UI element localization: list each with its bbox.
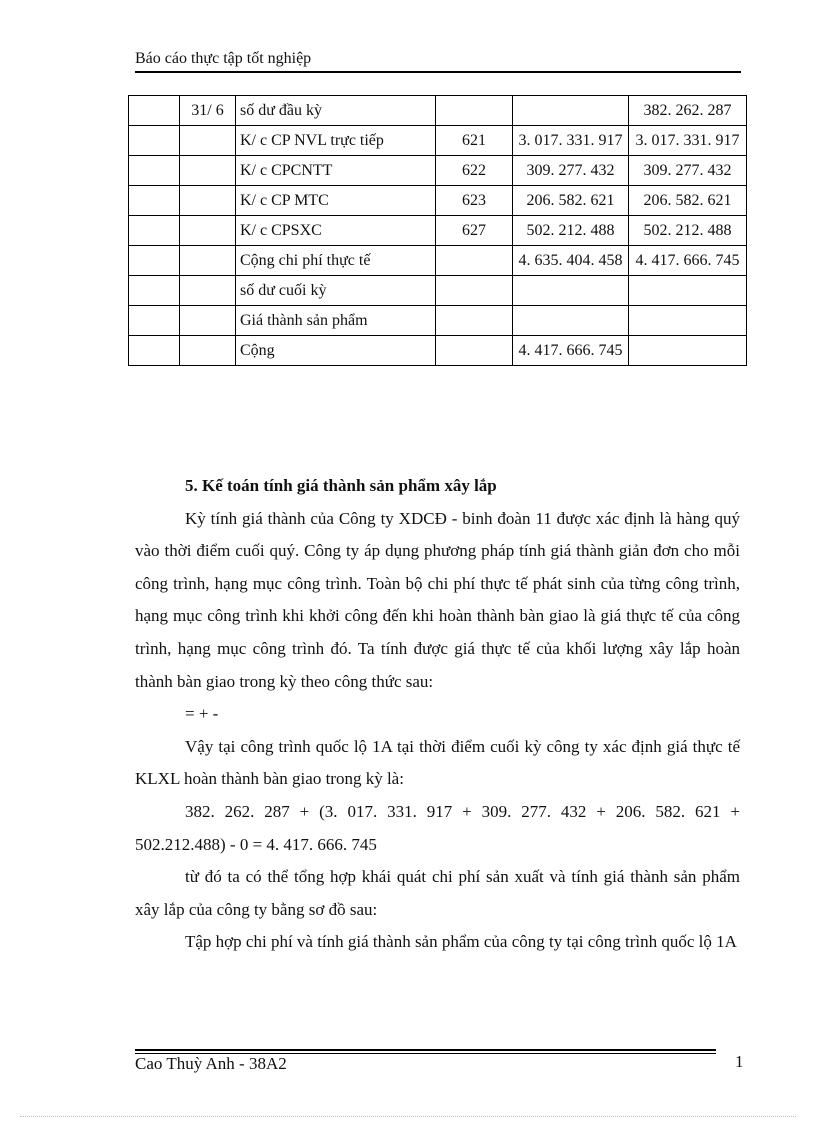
table-cell-blank xyxy=(129,276,180,306)
table-cell-blank xyxy=(129,216,180,246)
table-cell-acct xyxy=(436,246,513,276)
table-row xyxy=(129,306,747,336)
table-cell-credit: 206. 582. 621 xyxy=(629,186,747,216)
footer-divider xyxy=(135,1049,716,1051)
table-cell-acct: 621 xyxy=(436,126,513,156)
table-cell-blank xyxy=(129,306,180,336)
table-cell-credit: 3. 017. 331. 917 xyxy=(629,126,747,156)
table-cell-desc: K/ c CP NVL trực tiếp xyxy=(236,126,436,156)
table-cell-desc: số dư cuối kỳ xyxy=(236,276,436,306)
table-cell-blank xyxy=(129,336,180,366)
table-cell-blank xyxy=(129,156,180,186)
table-cell-acct: 627 xyxy=(436,216,513,246)
header-divider xyxy=(135,71,741,73)
table-cell-debit xyxy=(513,306,629,336)
table-row xyxy=(129,246,747,276)
table-cell-date xyxy=(180,276,236,306)
table-cell-date xyxy=(180,246,236,276)
table-cell-acct xyxy=(436,306,513,336)
table-cell-credit xyxy=(629,306,747,336)
table-cell-date: 31/ 6 xyxy=(180,96,236,126)
table-cell-acct xyxy=(436,96,513,126)
table-cell-desc: Giá thành sản phẩm xyxy=(236,306,436,336)
table-cell-debit: 309. 277. 432 xyxy=(513,156,629,186)
table-cell-desc: K/ c CPSXC xyxy=(236,216,436,246)
table-cell-credit xyxy=(629,336,747,366)
table-cell-debit: 4. 635. 404. 458 xyxy=(513,246,629,276)
table-cell-blank xyxy=(129,246,180,276)
ledger-table xyxy=(128,95,747,366)
table-cell-debit: 206. 582. 621 xyxy=(513,186,629,216)
table-cell-credit xyxy=(629,276,747,306)
footer-author: Cao Thuỳ Anh - 38A2 xyxy=(135,1054,287,1073)
table-cell-debit: 4. 417. 666. 745 xyxy=(513,336,629,366)
calculation: 382. 262. 287 + (3. 017. 331. 917 + 309. 277. 432 + 206. 582. 621 + 502.212.488) - 0 = 4. 417. 666. 745 xyxy=(135,801,740,854)
table-cell-blank xyxy=(129,96,180,126)
paragraph: Kỳ tính giá thành của Công ty XDCĐ - binh đoàn 11 được xác định là hàng quý vào thời điểm cuối quý. Công ty áp dụng phương pháp tính giá thành giản đơn cho mỗi công trình, hạng mục công trình. Toàn bộ chi phí thực tế phát sinh của từng công trình, hạng mục công trình khi khởi công đến khi hoàn thành bàn giao là giá thực tế của công trình, hạng mục công trình đó. Ta tính được giá thực tế của khối lượng xây lắp hoàn thành bàn giao trong kỳ theo công thức sau: xyxy=(135,508,740,691)
table-cell-date xyxy=(180,156,236,186)
table-row xyxy=(129,126,747,156)
table-row xyxy=(129,216,747,246)
table-cell-credit: 4. 417. 666. 745 xyxy=(629,246,747,276)
page-edge xyxy=(20,1116,796,1117)
table-cell-date xyxy=(180,126,236,156)
paragraph: Vậy tại công trình quốc lộ 1A tại thời điểm cuối kỳ công ty xác định giá thực tế KLXL hoàn thành bàn giao trong kỳ là: xyxy=(135,736,740,789)
table-row xyxy=(129,96,747,126)
table-row xyxy=(129,156,747,186)
table-cell-desc: Cộng chi phí thực tế xyxy=(236,246,436,276)
table-cell-debit xyxy=(513,96,629,126)
table-cell-date xyxy=(180,216,236,246)
paragraph: Tập hợp chi phí và tính giá thành sản phẩm của công ty tại công trình quốc lộ 1A xyxy=(185,932,737,952)
table-cell-credit: 502. 212. 488 xyxy=(629,216,747,246)
table-cell-acct: 623 xyxy=(436,186,513,216)
table-cell-desc: K/ c CPCNTT xyxy=(236,156,436,186)
table-cell-desc: K/ c CP MTC xyxy=(236,186,436,216)
paragraph: từ đó ta có thể tổng hợp khái quát chi phí sản xuất và tính giá thành sản phẩm xây lắp của công ty bằng sơ đồ sau: xyxy=(135,867,740,919)
table-cell-blank xyxy=(129,186,180,216)
table-cell-debit xyxy=(513,276,629,306)
page-number: 1 xyxy=(735,1052,744,1071)
table-row xyxy=(129,186,747,216)
formula: = + - xyxy=(185,704,219,724)
table-row xyxy=(129,276,747,306)
table-cell-date xyxy=(180,306,236,336)
table-row xyxy=(129,336,747,366)
table-cell-acct xyxy=(436,276,513,306)
table-cell-debit: 502. 212. 488 xyxy=(513,216,629,246)
table-cell-desc: Cộng xyxy=(236,336,436,366)
table-cell-acct: 622 xyxy=(436,156,513,186)
table-cell-credit: 309. 277. 432 xyxy=(629,156,747,186)
table-cell-desc: số dư đầu kỳ xyxy=(236,96,436,126)
table-cell-date xyxy=(180,336,236,366)
page-header: Báo cáo thực tập tốt nghiệp xyxy=(135,50,312,67)
table-cell-debit: 3. 017. 331. 917 xyxy=(513,126,629,156)
table-cell-date xyxy=(180,186,236,216)
section-heading: 5. Kế toán tính giá thành sản phẩm xây lắp xyxy=(185,476,497,495)
table-cell-blank xyxy=(129,126,180,156)
table-cell-credit: 382. 262. 287 xyxy=(629,96,747,126)
table-cell-acct xyxy=(436,336,513,366)
body-text xyxy=(135,470,740,959)
